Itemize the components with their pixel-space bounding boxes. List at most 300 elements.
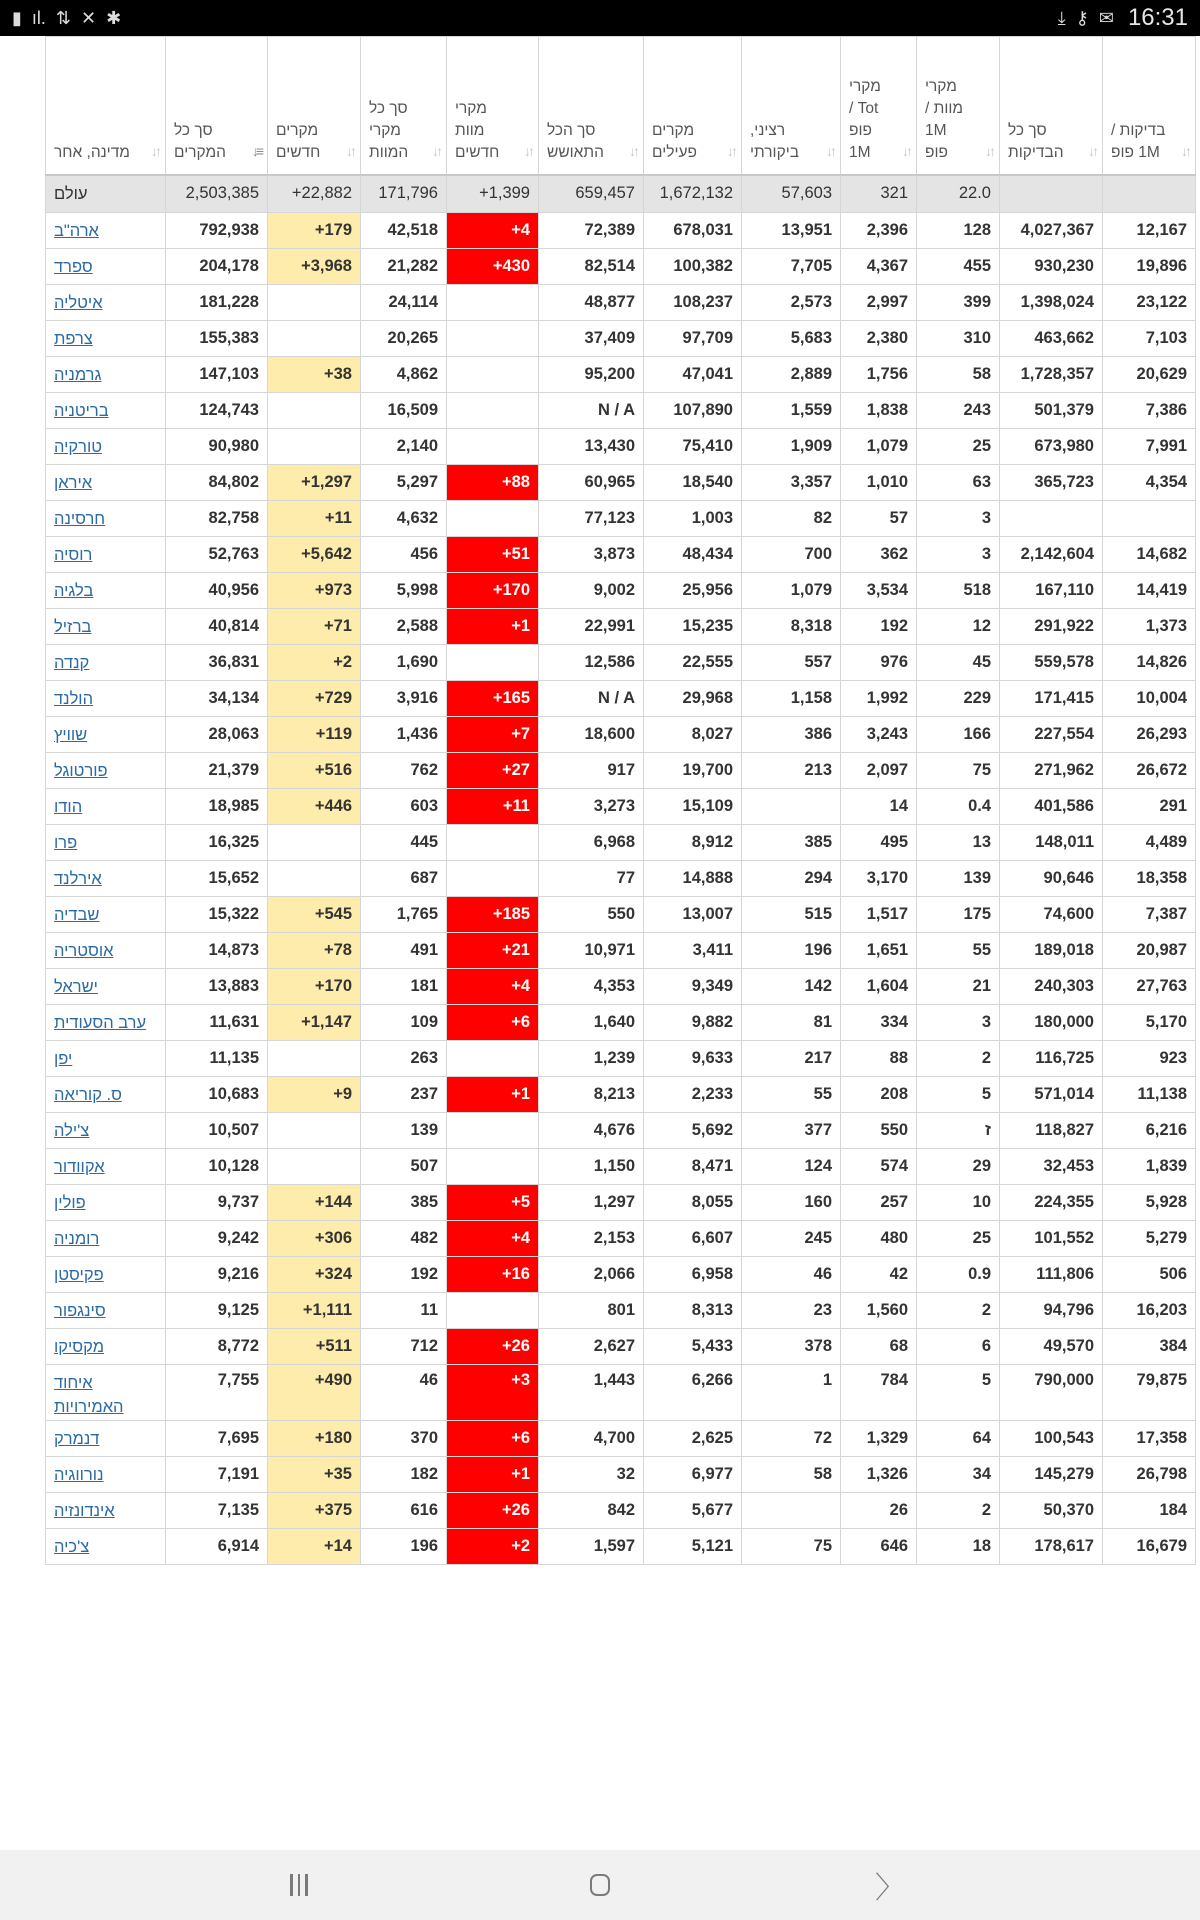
cell-total-deaths: 2,140 <box>361 429 447 465</box>
cell-total-tests: 501,379 <box>1000 393 1103 429</box>
table-row <box>46 1113 1196 1149</box>
cell-country <box>46 645 166 681</box>
country-link[interactable]: איחוד האמירויות <box>54 1374 124 1416</box>
cell-total-deaths: 237 <box>361 1077 447 1113</box>
table-row <box>46 1149 1196 1185</box>
country-link[interactable]: ישראל <box>54 977 98 996</box>
cell-country <box>46 213 166 249</box>
cell-total-tests: 240,303 <box>1000 969 1103 1005</box>
cell-new-deaths: +7 <box>447 717 539 753</box>
cell-total-recovered: 9,002 <box>539 573 644 609</box>
cell-total-cases: 2,503,385 <box>166 175 268 213</box>
cell-active-cases: 5,692 <box>644 1113 742 1149</box>
country-link[interactable]: צרפת <box>54 329 93 348</box>
sort-icon[interactable]: ↓↑ <box>985 142 993 159</box>
column-header-tests-per-1m[interactable] <box>1103 37 1196 175</box>
cell-serious-critical: 82 <box>742 501 841 537</box>
cell-new-deaths: +4 <box>447 213 539 249</box>
cell-total-tests: 171,415 <box>1000 681 1103 717</box>
cell-new-cases <box>268 393 361 429</box>
cell-deaths-per-1m: 6 <box>917 1329 1000 1365</box>
cell-country <box>46 1005 166 1041</box>
sort-icon[interactable]: ↓↑ <box>524 142 532 159</box>
cell-cases-per-1m: 1,326 <box>841 1457 917 1493</box>
cell-tests-per-1m: 7,387 <box>1103 897 1196 933</box>
cell-country <box>46 681 166 717</box>
cell-cases-per-1m: 1,079 <box>841 429 917 465</box>
cell-tests-per-1m: 19,896 <box>1103 249 1196 285</box>
country-link[interactable]: ארה"ב <box>54 221 99 240</box>
cell-total-recovered: 60,965 <box>539 465 644 501</box>
cell-new-deaths: +16 <box>447 1257 539 1293</box>
table-row <box>46 465 1196 501</box>
cell-new-deaths <box>447 1149 539 1185</box>
cell-total-deaths: 109 <box>361 1005 447 1041</box>
cell-cases-per-1m: 1,992 <box>841 681 917 717</box>
cell-serious-critical: 700 <box>742 537 841 573</box>
battery-icon: ▮ <box>12 8 22 28</box>
cell-deaths-per-1m: 2 <box>917 1293 1000 1329</box>
cell-total-deaths: 2,588 <box>361 609 447 645</box>
country-link[interactable]: ספרד <box>54 257 93 276</box>
table-row <box>46 969 1196 1005</box>
cell-total-cases: 16,325 <box>166 825 268 861</box>
cell-total-deaths: 42,518 <box>361 213 447 249</box>
cell-active-cases: 8,912 <box>644 825 742 861</box>
column-header-new-deaths[interactable] <box>447 37 539 175</box>
cell-total-recovered: 12,586 <box>539 645 644 681</box>
country-link[interactable]: פרו <box>54 833 78 852</box>
cell-deaths-per-1m: 139 <box>917 861 1000 897</box>
table-row <box>46 1185 1196 1221</box>
status-bar <box>0 0 1200 36</box>
cell-deaths-per-1m: 21 <box>917 969 1000 1005</box>
cell-cases-per-1m: 3,170 <box>841 861 917 897</box>
cell-tests-per-1m: 20,629 <box>1103 357 1196 393</box>
sort-icon[interactable]: ↓↑ <box>346 142 354 159</box>
cell-active-cases: 29,968 <box>644 681 742 717</box>
cell-total-deaths: 139 <box>361 1113 447 1149</box>
country-link[interactable]: שבדיה <box>54 905 100 924</box>
cell-new-deaths <box>447 429 539 465</box>
cell-total-cases: 124,743 <box>166 393 268 429</box>
cell-total-recovered: 1,297 <box>539 1185 644 1221</box>
country-link[interactable]: פולין <box>54 1193 86 1212</box>
back-button[interactable] <box>870 1863 910 1907</box>
cell-serious-critical: 2,889 <box>742 357 841 393</box>
cell-serious-critical: 1 <box>742 1365 841 1421</box>
cell-active-cases: 2,625 <box>644 1421 742 1457</box>
cell-tests-per-1m: 23,122 <box>1103 285 1196 321</box>
cell-active-cases: 678,031 <box>644 213 742 249</box>
cell-new-cases <box>268 285 361 321</box>
cell-country <box>46 1077 166 1113</box>
cell-total-recovered: 72,389 <box>539 213 644 249</box>
country-link[interactable]: פורטוגל <box>54 761 108 780</box>
sort-icon[interactable]: ↓↑ <box>826 142 834 159</box>
cell-new-cases: +490 <box>268 1365 361 1421</box>
cell-total-deaths: 456 <box>361 537 447 573</box>
cell-total-deaths: 171,796 <box>361 175 447 213</box>
column-header-total-recovered[interactable] <box>539 37 644 175</box>
cell-new-cases <box>268 1113 361 1149</box>
country-link[interactable]: הולנד <box>54 689 94 708</box>
cell-new-deaths: +1,399 <box>447 175 539 213</box>
cell-total-deaths: 385 <box>361 1185 447 1221</box>
country-link[interactable]: טורקיה <box>54 437 103 456</box>
cell-deaths-per-1m: 75 <box>917 753 1000 789</box>
cell-cases-per-1m: 976 <box>841 645 917 681</box>
cell-new-cases: +11 <box>268 501 361 537</box>
country-link[interactable]: איראן <box>54 473 93 492</box>
column-header-label: מקרי מוות חדשים <box>455 99 500 161</box>
column-header-label: בדיקות / 1M פופ <box>1111 121 1166 161</box>
cell-total-deaths: 507 <box>361 1149 447 1185</box>
cell-tests-per-1m: 16,203 <box>1103 1293 1196 1329</box>
cell-serious-critical: 23 <box>742 1293 841 1329</box>
country-link[interactable]: בלגיה <box>54 581 94 600</box>
cell-total-tests: 90,646 <box>1000 861 1103 897</box>
cell-total-tests: 50,370 <box>1000 1493 1103 1529</box>
cell-deaths-per-1m: 175 <box>917 897 1000 933</box>
cell-country <box>46 825 166 861</box>
cell-active-cases: 9,882 <box>644 1005 742 1041</box>
country-link[interactable]: רוסיה <box>54 545 93 564</box>
cell-total-recovered: 22,991 <box>539 609 644 645</box>
cell-total-recovered: 77,123 <box>539 501 644 537</box>
cell-cases-per-1m: 321 <box>841 175 917 213</box>
cell-country <box>46 1149 166 1185</box>
cell-active-cases: 18,540 <box>644 465 742 501</box>
cell-serious-critical: 55 <box>742 1077 841 1113</box>
cell-new-cases <box>268 825 361 861</box>
cell-total-cases: 7,755 <box>166 1365 268 1421</box>
cell-new-deaths: +26 <box>447 1329 539 1365</box>
country-link[interactable]: אירלנד <box>54 869 102 888</box>
country-link[interactable]: מקסיקו <box>54 1337 105 1356</box>
country-link[interactable]: יפן <box>54 1049 73 1068</box>
cell-country <box>46 1329 166 1365</box>
cell-serious-critical: 2,573 <box>742 285 841 321</box>
cell-new-deaths: +1 <box>447 609 539 645</box>
cell-total-cases: 10,128 <box>166 1149 268 1185</box>
cell-tests-per-1m: 10,004 <box>1103 681 1196 717</box>
status-bar-right <box>1058 4 1188 32</box>
column-header-serious-critical[interactable] <box>742 37 841 175</box>
cell-total-tests: 94,796 <box>1000 1293 1103 1329</box>
table-row <box>46 321 1196 357</box>
cell-tests-per-1m: 26,798 <box>1103 1457 1196 1493</box>
cell-new-deaths: +6 <box>447 1421 539 1457</box>
cell-new-deaths: +88 <box>447 465 539 501</box>
cell-country <box>46 1493 166 1529</box>
cell-new-cases: +375 <box>268 1493 361 1529</box>
clock: 16:31 <box>1127 4 1188 31</box>
sort-desc-icon[interactable]: ↓≡ <box>251 142 261 159</box>
cell-total-cases: 9,125 <box>166 1293 268 1329</box>
cell-new-deaths: +5 <box>447 1185 539 1221</box>
country-link[interactable]: צ'כיה <box>54 1537 90 1556</box>
cell-country <box>46 573 166 609</box>
cell-active-cases: 22,555 <box>644 645 742 681</box>
cell-active-cases: 2,233 <box>644 1077 742 1113</box>
country-link[interactable]: חרסינה <box>54 509 106 528</box>
column-header-total-tests[interactable] <box>1000 37 1103 175</box>
cell-serious-critical: 3,357 <box>742 465 841 501</box>
country-link[interactable]: הודו <box>54 797 83 816</box>
sort-icon[interactable]: ↓↑ <box>432 142 440 159</box>
cell-active-cases: 15,109 <box>644 789 742 825</box>
home-icon <box>590 1874 610 1896</box>
cell-active-cases: 6,607 <box>644 1221 742 1257</box>
cell-deaths-per-1m: 22.0 <box>917 175 1000 213</box>
cell-total-recovered: 1,640 <box>539 1005 644 1041</box>
column-header-label: סך הכל התאושש <box>547 121 604 161</box>
cell-serious-critical: 72 <box>742 1421 841 1457</box>
cell-total-cases: 15,322 <box>166 897 268 933</box>
cell-total-deaths: 687 <box>361 861 447 897</box>
cell-cases-per-1m: 257 <box>841 1185 917 1221</box>
cell-active-cases: 19,700 <box>644 753 742 789</box>
cell-serious-critical: 1,079 <box>742 573 841 609</box>
cell-total-cases: 21,379 <box>166 753 268 789</box>
cell-total-tests: 227,554 <box>1000 717 1103 753</box>
cell-total-deaths: 4,632 <box>361 501 447 537</box>
country-link[interactable]: צ'ילה <box>54 1121 90 1140</box>
cell-total-deaths: 1,436 <box>361 717 447 753</box>
cell-tests-per-1m: 4,354 <box>1103 465 1196 501</box>
cell-tests-per-1m: 384 <box>1103 1329 1196 1365</box>
cell-country <box>46 717 166 753</box>
cell-cases-per-1m: 3,534 <box>841 573 917 609</box>
country-link[interactable]: גרמניה <box>54 365 102 384</box>
cell-active-cases: 1,003 <box>644 501 742 537</box>
table-row <box>46 933 1196 969</box>
cell-total-deaths: 603 <box>361 789 447 825</box>
cell-total-recovered: 82,514 <box>539 249 644 285</box>
cell-total-cases: 6,914 <box>166 1529 268 1565</box>
cell-new-cases: +3,968 <box>268 249 361 285</box>
home-button[interactable] <box>580 1874 620 1896</box>
cell-country <box>46 537 166 573</box>
table-row <box>46 501 1196 537</box>
cell-total-deaths: 181 <box>361 969 447 1005</box>
column-header-active-cases[interactable] <box>644 37 742 175</box>
cell-total-recovered: 32 <box>539 1457 644 1493</box>
cell-cases-per-1m: 1,010 <box>841 465 917 501</box>
cell-new-cases <box>268 1149 361 1185</box>
cell-serious-critical: 245 <box>742 1221 841 1257</box>
column-header-total-cases[interactable] <box>166 37 268 175</box>
cell-country <box>46 861 166 897</box>
country-link[interactable]: רומניה <box>54 1229 100 1248</box>
sort-icon[interactable]: ↓↑ <box>1181 142 1189 159</box>
cell-new-deaths <box>447 285 539 321</box>
cell-deaths-per-1m: 243 <box>917 393 1000 429</box>
cell-total-recovered: 4,700 <box>539 1421 644 1457</box>
cell-total-recovered: 77 <box>539 861 644 897</box>
cell-total-cases: 204,178 <box>166 249 268 285</box>
cell-total-recovered: 10,971 <box>539 933 644 969</box>
cell-cases-per-1m: 495 <box>841 825 917 861</box>
country-link[interactable]: סינגפור <box>54 1301 106 1320</box>
vpn-key-icon: ⚷ <box>1075 8 1089 28</box>
table-row <box>46 645 1196 681</box>
cell-total-cases: 7,695 <box>166 1421 268 1457</box>
cell-active-cases: 6,266 <box>644 1365 742 1421</box>
cell-total-recovered: 2,066 <box>539 1257 644 1293</box>
cell-serious-critical: 196 <box>742 933 841 969</box>
cell-cases-per-1m: 4,367 <box>841 249 917 285</box>
cell-new-cases: +545 <box>268 897 361 933</box>
cell-country <box>46 1257 166 1293</box>
country-link[interactable]: אקוודור <box>54 1157 105 1176</box>
cell-serious-critical: 160 <box>742 1185 841 1221</box>
cell-new-deaths: +185 <box>447 897 539 933</box>
cell-serious-critical: 58 <box>742 1457 841 1493</box>
country-link[interactable]: דנמרק <box>54 1429 100 1448</box>
cell-total-tests: 32,453 <box>1000 1149 1103 1185</box>
country-link[interactable]: אינדונזיה <box>54 1501 115 1520</box>
cell-country <box>46 357 166 393</box>
cell-total-tests: 178,617 <box>1000 1529 1103 1565</box>
cell-serious-critical: 386 <box>742 717 841 753</box>
cell-total-deaths: 370 <box>361 1421 447 1457</box>
cell-serious-critical: 124 <box>742 1149 841 1185</box>
cell-deaths-per-1m: 12 <box>917 609 1000 645</box>
sort-icon[interactable]: ↓↑ <box>629 142 637 159</box>
cell-serious-critical: 217 <box>742 1041 841 1077</box>
cell-new-deaths <box>447 825 539 861</box>
cell-deaths-per-1m: 10 <box>917 1185 1000 1221</box>
cell-cases-per-1m: 1,651 <box>841 933 917 969</box>
country-link[interactable]: בריטניה <box>54 401 109 420</box>
cell-serious-critical: 8,318 <box>742 609 841 645</box>
cell-new-cases: +729 <box>268 681 361 717</box>
cell-cases-per-1m: 42 <box>841 1257 917 1293</box>
cell-active-cases: 100,382 <box>644 249 742 285</box>
cell-cases-per-1m: 362 <box>841 537 917 573</box>
cell-country <box>46 1113 166 1149</box>
cell-country <box>46 465 166 501</box>
cell-total-tests: 559,578 <box>1000 645 1103 681</box>
sort-icon[interactable]: ↓↑ <box>151 142 159 159</box>
country-link[interactable]: שוויץ <box>54 725 88 744</box>
cell-total-recovered: 842 <box>539 1493 644 1529</box>
cell-country <box>46 1529 166 1565</box>
cell-serious-critical: 1,158 <box>742 681 841 717</box>
cell-total-tests: 148,011 <box>1000 825 1103 861</box>
table-row <box>46 861 1196 897</box>
cell-total-tests: 790,000 <box>1000 1365 1103 1421</box>
cell-deaths-per-1m: 2 <box>917 1041 1000 1077</box>
cell-total-deaths: 712 <box>361 1329 447 1365</box>
column-header-total-deaths[interactable] <box>361 37 447 175</box>
cell-cases-per-1m: 1,329 <box>841 1421 917 1457</box>
cell-total-cases: 7,135 <box>166 1493 268 1529</box>
cell-deaths-per-1m: 25 <box>917 1221 1000 1257</box>
download-icon: ⤓ <box>1057 8 1066 28</box>
cell-total-tests: 74,600 <box>1000 897 1103 933</box>
cell-total-deaths: 482 <box>361 1221 447 1257</box>
column-header-label: מקרי מוות / 1M פופ <box>925 77 964 161</box>
country-link[interactable]: קנדה <box>54 653 90 672</box>
cell-total-cases: 18,985 <box>166 789 268 825</box>
cell-cases-per-1m: 1,604 <box>841 969 917 1005</box>
column-header-label: סך כל מקרי המוות <box>369 99 409 161</box>
table-row <box>46 609 1196 645</box>
cell-serious-critical: 5,683 <box>742 321 841 357</box>
cell-new-cases <box>268 321 361 357</box>
email-icon: ✉ <box>1098 8 1114 28</box>
column-header-country[interactable] <box>46 37 166 175</box>
cell-new-cases: +446 <box>268 789 361 825</box>
column-header-label: סך כל הבדיקות <box>1008 121 1064 161</box>
cell-total-cases: 11,135 <box>166 1041 268 1077</box>
country-link[interactable]: ברזיל <box>54 617 92 636</box>
column-header-cases-per-1m[interactable] <box>841 37 917 175</box>
cell-active-cases: 9,633 <box>644 1041 742 1077</box>
cell-country <box>46 429 166 465</box>
page-content[interactable] <box>0 36 1200 1850</box>
cell-cases-per-1m: 2,396 <box>841 213 917 249</box>
table-row <box>46 429 1196 465</box>
cell-new-deaths: +11 <box>447 789 539 825</box>
cell-active-cases: 8,055 <box>644 1185 742 1221</box>
cell-total-cases: 40,956 <box>166 573 268 609</box>
cell-deaths-per-1m: 58 <box>917 357 1000 393</box>
cell-total-tests: 291,922 <box>1000 609 1103 645</box>
cell-total-deaths: 46 <box>361 1365 447 1421</box>
cell-cases-per-1m: 192 <box>841 609 917 645</box>
sort-icon[interactable]: ↓↑ <box>902 142 910 159</box>
cell-active-cases: 3,411 <box>644 933 742 969</box>
country-link[interactable]: ערב הסעודית <box>54 1013 147 1032</box>
table-row <box>46 753 1196 789</box>
country-link[interactable]: פקיסטן <box>54 1265 104 1284</box>
cell-new-deaths: +430 <box>447 249 539 285</box>
cell-active-cases: 14,888 <box>644 861 742 897</box>
column-header-new-cases[interactable] <box>268 37 361 175</box>
country-link[interactable]: איטליה <box>54 293 103 312</box>
country-link[interactable]: נורווגיה <box>54 1465 104 1484</box>
cell-total-tests: 4,027,367 <box>1000 213 1103 249</box>
country-link[interactable]: ס. קוריאה <box>54 1085 122 1104</box>
table-body <box>46 175 1196 1565</box>
cell-country <box>46 1293 166 1329</box>
cell-tests-per-1m: 27,763 <box>1103 969 1196 1005</box>
column-header-label: מדינה, אחר <box>54 143 130 161</box>
recent-apps-icon-bar <box>305 1874 308 1896</box>
sort-icon[interactable]: ↓↑ <box>727 142 735 159</box>
recent-apps-button[interactable] <box>290 1874 330 1896</box>
cell-total-recovered: N / A <box>539 681 644 717</box>
sort-icon[interactable]: ↓↑ <box>1088 142 1096 159</box>
cell-deaths-per-1m: 55 <box>917 933 1000 969</box>
cell-deaths-per-1m: 2 <box>917 1493 1000 1529</box>
cell-total-cases: 9,242 <box>166 1221 268 1257</box>
cell-total-tests: 365,723 <box>1000 465 1103 501</box>
column-header-deaths-per-1m[interactable] <box>917 37 1000 175</box>
cell-new-deaths <box>447 357 539 393</box>
cell-new-deaths: +21 <box>447 933 539 969</box>
cell-total-tests: 118,827 <box>1000 1113 1103 1149</box>
cell-active-cases: 8,027 <box>644 717 742 753</box>
cell-deaths-per-1m: 13 <box>917 825 1000 861</box>
country-link[interactable]: אוסטריה <box>54 941 114 960</box>
cell-total-cases: 90,980 <box>166 429 268 465</box>
table-row <box>46 1329 1196 1365</box>
